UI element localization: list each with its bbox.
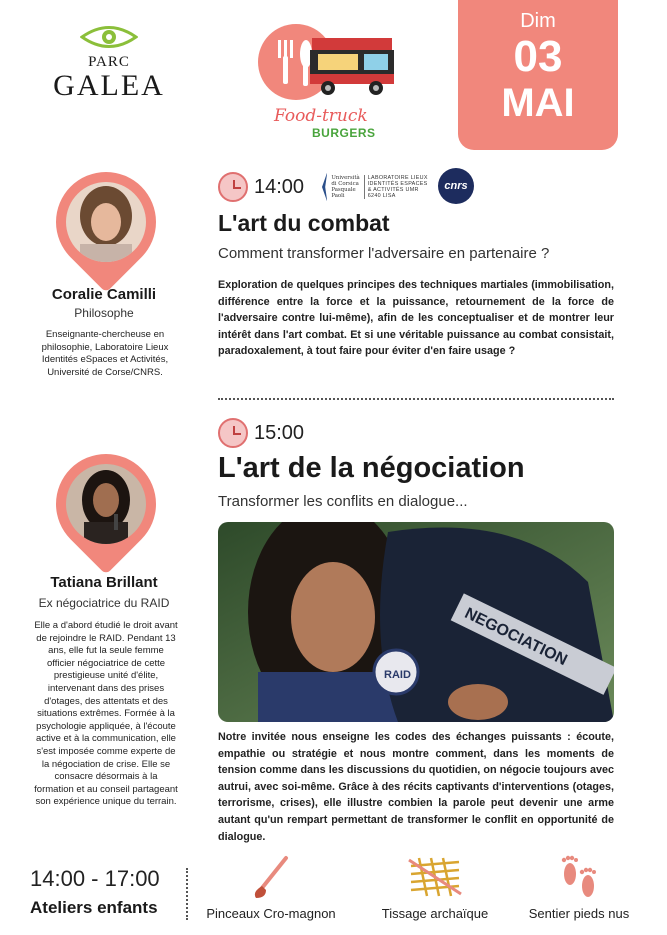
lab-name-text: LABORATOIRE LIEUX IDENTITÉS ESPACES & ACTIVITÉS UMR 6240 LISA bbox=[364, 175, 428, 199]
eye-icon bbox=[80, 24, 138, 50]
talk-1-subtitle: Comment transformer l'adversaire en partenaire ? bbox=[218, 245, 550, 262]
jacket-text: NEGOCIATION bbox=[461, 604, 570, 670]
portrait-tatiana bbox=[66, 464, 146, 544]
talk-2-title: L'art de la négociation bbox=[218, 452, 525, 484]
parc-galea-logo bbox=[44, 24, 174, 101]
speaker-2-bio: Elle a d'abord étudié le droit avant de rejoindre le RAID. Pendant 13 ans, elle fut la seule femme officier négociatrice de cette prestigieuse unité d'élite, intervenant dans des prises d'otages, des attentats et des situations extrêmes. Formée à la psychologie appliquée, à l'écoute active et à la communication, elle s'est imposée comme experte de la négociation de crise. Elle se consacre désormais à la formation et au conseil partageant son expérience unique du terrain. bbox=[34, 620, 178, 808]
speaker-photo-frame bbox=[35, 151, 176, 292]
speaker-1-bio: Enseignante-chercheuse en philosophie, Laboratoire Lieux Identités eSpaces et Activités, Université de Corse/CNRS. bbox=[41, 329, 169, 378]
university-corsica-icon bbox=[322, 172, 327, 202]
foodtruck-title: Food-truck bbox=[274, 106, 368, 126]
photo-illustration bbox=[218, 522, 614, 722]
talk-2-description: Notre invitée nous enseigne les codes des échanges puissants : écoute, empathie ou stratégie et nous montre comment, dans les moments de tension comme dans les discussions du quotidien, on négocie toujours avec autrui, avec soi-même. Grâce à des récits captivants d'interventions (otages, terrorisme, crises), elle illustre combien la parole peut devenir une arme autant qu'un rempart permettant de transformer le conflit en opportunité de dialogue. bbox=[218, 731, 614, 843]
ateliers-time: 14:00 - 17:00 bbox=[30, 866, 160, 891]
clock-icon bbox=[218, 418, 248, 448]
clock-icon bbox=[218, 172, 248, 202]
speaker-2-name: Tatiana Brillant bbox=[50, 574, 158, 591]
talk-1-time-row bbox=[218, 172, 304, 202]
workshop-tissage-label: Tissage archaïque bbox=[381, 906, 489, 921]
date-month: MAI bbox=[501, 81, 575, 125]
foodtruck-icon bbox=[256, 16, 406, 108]
speaker-1-role: Philosophe bbox=[74, 306, 134, 320]
date-badge bbox=[458, 0, 618, 150]
logo-galea-text: GALEA bbox=[53, 69, 165, 102]
date-day-number: 03 bbox=[513, 32, 563, 81]
speaker-1-photo bbox=[66, 182, 146, 262]
talk-1-time: 14:00 bbox=[254, 175, 305, 198]
foodtruck-subtitle: BURGERS bbox=[312, 126, 376, 140]
workshop-pinceaux-label: Pinceaux Cro-magnon bbox=[206, 906, 336, 921]
lisa-lab-logo bbox=[322, 170, 428, 204]
speaker-1-name: Coralie Camilli bbox=[51, 286, 157, 303]
logo-parc-text: PARC bbox=[88, 54, 130, 70]
workshop-tissage bbox=[378, 852, 492, 921]
talk-1-title: L'art du combat bbox=[218, 210, 390, 236]
speaker-2-role: Ex négociatrice du RAID bbox=[38, 596, 170, 610]
portrait-coralie bbox=[66, 182, 146, 262]
ateliers-label: Ateliers enfants bbox=[30, 898, 158, 917]
footprints-icon bbox=[554, 852, 604, 902]
talk-2-time-row bbox=[218, 418, 304, 448]
weaving-icon bbox=[405, 852, 465, 902]
negotiator-photo bbox=[218, 522, 614, 722]
speaker-photo-frame bbox=[35, 433, 176, 574]
cnrs-logo: cnrs bbox=[438, 168, 474, 204]
section-divider bbox=[218, 398, 614, 400]
speaker-2-photo bbox=[66, 464, 146, 544]
talk-2-time: 15:00 bbox=[254, 421, 305, 444]
paintbrush-icon bbox=[246, 852, 296, 902]
talk-1-description: Exploration de quelques principes des techniques martiales (immobilisation, différence entre la force et la puissance, retournement de la force de l'adversaire contre lui-même), afin de les conceptualiser et de montrer leur intérêt dans l'art combat. Et si une véritable puissance au combat consistait, paradoxalement, à tout faire pour éviter d'en faire usage ? bbox=[218, 279, 614, 358]
foodtruck-logo bbox=[256, 16, 406, 140]
workshop-sentier bbox=[520, 852, 638, 921]
ateliers-divider bbox=[186, 868, 188, 920]
raid-badge-text: RAID bbox=[384, 669, 411, 681]
lab-university-text: Università di Corsica Pasquale Paoli bbox=[331, 175, 360, 199]
workshop-sentier-label: Sentier pieds nus bbox=[528, 906, 630, 921]
workshop-pinceaux bbox=[206, 852, 336, 921]
date-day-of-week: Dim bbox=[520, 10, 556, 32]
talk-2-subtitle: Transformer les conflits en dialogue... bbox=[218, 493, 468, 510]
